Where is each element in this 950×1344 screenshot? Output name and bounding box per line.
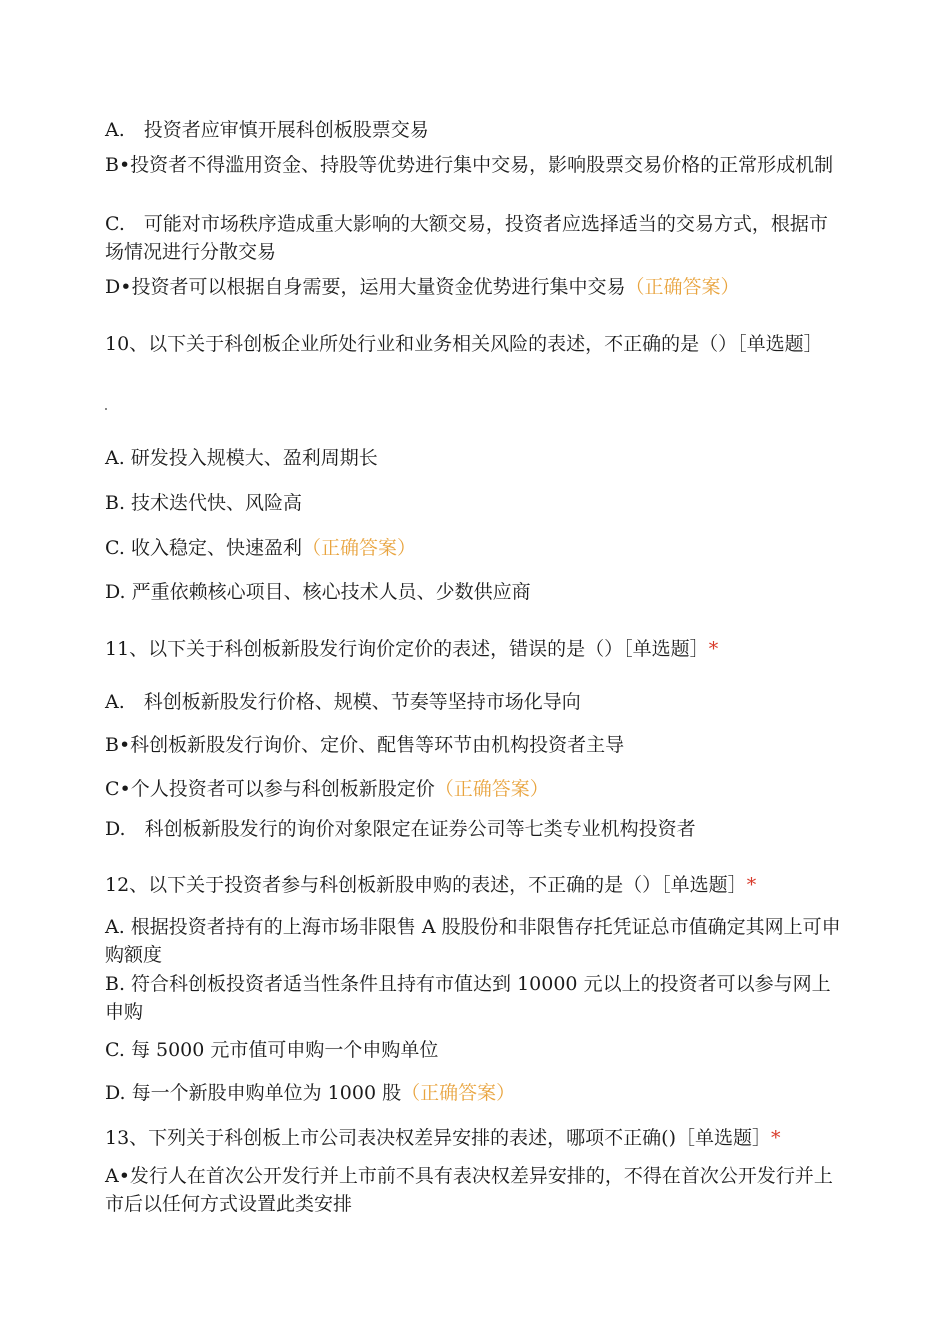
q10-option-a: A. 研发投入规模大、盈利周期长 — [105, 447, 378, 469]
q9-option-d — [105, 273, 845, 301]
q11-question — [105, 635, 845, 663]
q13-question — [105, 1124, 845, 1152]
required-marker: * — [771, 1127, 781, 1149]
option-text: D•投资者可以根据自身需要，运用大量资金优势进行集中交易 — [105, 276, 626, 298]
option-text: C•个人投资者可以参与科创板新股定价 — [105, 778, 435, 800]
correct-answer-tag: （正确答案） — [301, 537, 416, 559]
q11-option-d: D. 科创板新股发行的询价对象限定在证券公司等七类专业机构投资者 — [105, 818, 696, 840]
q13-option-a: A•发行人在首次公开发行并上市前不具有表决权差异安排的，不得在首次公开发行并上市后以任何方式设置此类安排 — [105, 1165, 833, 1215]
required-marker: * — [746, 874, 757, 896]
q10-option-d: D. 严重依赖核心项目、核心技术人员、少数供应商 — [105, 581, 531, 603]
q10-question: 10、以下关于科创板企业所处行业和业务相关风险的表述，不正确的是（）［单选题］ — [105, 333, 823, 355]
question-text: 13、下列关于科创板上市公司表决权差异安排的表述，哪项不正确()［单选题］ — [105, 1127, 772, 1149]
q9-option-b: B•投资者不得滥用资金、持股等优势进行集中交易，影响股票交易价格的正常形成机制 — [105, 154, 834, 176]
q11-option-a: A. 科创板新股发行价格、规模、节奏等坚持市场化导向 — [105, 691, 581, 713]
q10-option-b: B. 技术迭代快、风险高 — [105, 492, 303, 514]
question-text: 11、以下关于科创板新股发行询价定价的表述，错误的是（）［单选题］ — [105, 638, 709, 660]
stray-dot — [105, 408, 107, 410]
question-text: 12、以下关于投资者参与科创板新股申购的表述，不正确的是（）［单选题］ — [105, 874, 747, 896]
required-marker: * — [708, 638, 719, 660]
correct-answer-tag: （正确答案） — [625, 276, 740, 298]
q12-question — [105, 871, 845, 899]
option-text: D. 每一个新股申购单位为 1000 股 — [105, 1082, 402, 1104]
correct-answer-tag: （正确答案） — [434, 778, 549, 800]
q9-option-c: C. 可能对市场秩序造成重大影响的大额交易，投资者应选择适当的交易方式，根据市场情况进行分散交易 — [105, 213, 828, 263]
q12-option-c: C. 每 5000 元市值可申购一个申购单位 — [105, 1039, 439, 1061]
q9-option-a: A. 投资者应审慎开展科创板股票交易 — [105, 119, 429, 141]
q12-option-d — [105, 1079, 845, 1107]
q10-option-c — [105, 534, 845, 562]
q12-option-b: B. 符合科创板投资者适当性条件且持有市值达到 10000 元以上的投资者可以参与网上申购 — [105, 973, 831, 1023]
option-text: C. 收入稳定、快速盈利 — [105, 537, 302, 559]
q11-option-b: B•科创板新股发行询价、定价、配售等环节由机构投资者主导 — [105, 734, 625, 756]
q11-option-c — [105, 775, 845, 803]
q12-option-a: A. 根据投资者持有的上海市场非限售 A 股股份和非限售存托凭证总市值确定其网上可申购额度 — [105, 916, 841, 966]
correct-answer-tag: （正确答案） — [401, 1082, 516, 1104]
